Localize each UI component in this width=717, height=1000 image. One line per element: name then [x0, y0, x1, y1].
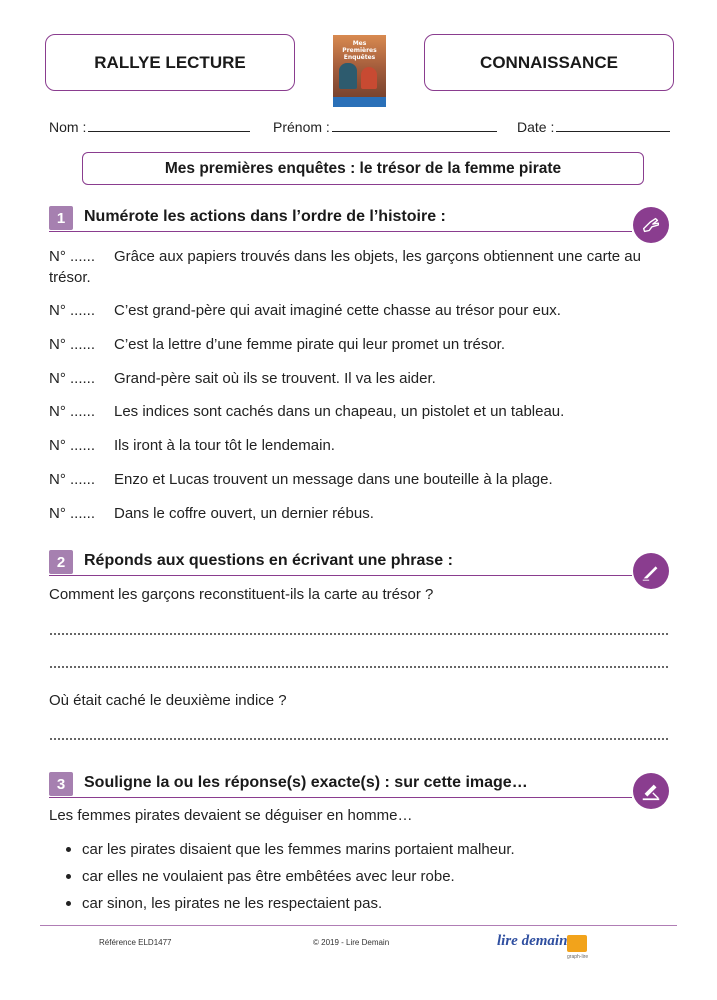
book-title-text: Mes premières enquêtes : le trésor de la femme pirate	[164, 159, 562, 177]
pen-writing-icon	[633, 553, 669, 589]
answer-line[interactable]	[49, 738, 669, 740]
date-label: Date :	[517, 119, 555, 135]
section-1-number: 1	[49, 206, 73, 230]
action-number-blank[interactable]: N° ......	[49, 403, 96, 420]
action-item-4	[49, 368, 669, 389]
action-item-5	[49, 401, 669, 422]
answer-option-text: car sinon, les pirates ne les respectaient pas.	[82, 895, 383, 912]
action-number-blank[interactable]: N° ......	[49, 336, 96, 353]
pencil-underline-icon	[633, 773, 669, 809]
section-3-header	[49, 772, 632, 798]
section-2-header	[49, 550, 632, 576]
prenom-underline[interactable]	[332, 120, 497, 132]
action-item-1	[49, 246, 669, 288]
action-text: Dans le coffre ouvert, un dernier rébus.	[114, 505, 374, 522]
date-underline[interactable]	[556, 120, 670, 132]
section-1-title: Numérote les actions dans l’ordre de l’histoire :	[84, 208, 446, 225]
answer-option-text: car les pirates disaient que les femmes marins portaient malheur.	[82, 841, 515, 858]
action-number-blank[interactable]: N° ......	[49, 248, 96, 265]
section-2-title: Réponds aux questions en écrivant une phrase :	[84, 552, 453, 569]
action-item-8	[49, 503, 669, 524]
book-logo-icon	[567, 935, 587, 952]
action-number-blank[interactable]: N° ......	[49, 471, 96, 488]
question-2: Où était caché le deuxième indice ?	[49, 692, 287, 709]
action-text: C’est la lettre d’une femme pirate qui leur promet un trésor.	[114, 336, 506, 353]
book-title	[82, 152, 644, 185]
action-text: C’est grand-père qui avait imaginé cette chasse au trésor pour eux.	[114, 302, 561, 319]
footer-divider	[40, 925, 677, 926]
hand-pointing-icon	[633, 207, 669, 243]
connaissance-box	[424, 34, 674, 91]
reference: Référence ELD1477	[99, 938, 172, 947]
section-1-header	[49, 206, 632, 232]
rallye-lecture-label: RALLYE LECTURE	[94, 52, 246, 72]
book-cover-image	[333, 35, 386, 107]
answer-option[interactable]	[66, 841, 515, 858]
answer-line[interactable]	[49, 666, 669, 668]
section-3-number: 3	[49, 772, 73, 796]
rallye-lecture-box	[45, 34, 295, 91]
logo-tagline: graph-lire	[567, 954, 589, 960]
question-1: Comment les garçons reconstituent-ils la carte au trésor ?	[49, 586, 434, 603]
bullet-icon	[66, 874, 71, 879]
answer-line[interactable]	[49, 633, 669, 635]
bullet-icon	[66, 847, 71, 852]
action-text: Les indices sont cachés dans un chapeau, un pistolet et un tableau.	[114, 403, 565, 420]
action-number-blank[interactable]: N° ......	[49, 437, 96, 454]
action-text: Grâce aux papiers trouvés dans les objets, les garçons obtiennent une carte au trésor.	[49, 248, 641, 286]
action-text: Ils iront à la tour tôt le lendemain.	[114, 437, 335, 454]
lire-demain-logo: lire demain	[497, 933, 568, 949]
action-item-3	[49, 334, 669, 355]
answer-option-text: car elles ne voulaient pas être embêtées avec leur robe.	[82, 868, 455, 885]
action-item-6	[49, 435, 669, 456]
section-3-title: Souligne la ou les réponse(s) exacte(s) : sur cette image…	[84, 774, 528, 791]
action-number-blank[interactable]: N° ......	[49, 370, 96, 387]
nom-underline[interactable]	[88, 120, 250, 132]
prenom-label: Prénom :	[273, 119, 330, 135]
copyright: © 2019 - Lire Demain	[313, 938, 390, 947]
connaissance-label: CONNAISSANCE	[480, 52, 618, 72]
action-item-2	[49, 300, 669, 321]
date-field[interactable]	[517, 119, 670, 135]
nom-label: Nom :	[49, 119, 87, 135]
nom-field[interactable]	[49, 119, 250, 135]
action-text: Grand-père sait où ils se trouvent. Il va les aider.	[114, 370, 436, 387]
action-item-7	[49, 469, 669, 490]
book-cover-title: Mes Premières Enquêtes	[342, 40, 377, 61]
action-number-blank[interactable]: N° ......	[49, 505, 96, 522]
section-2-number: 2	[49, 550, 73, 574]
action-number-blank[interactable]: N° ......	[49, 302, 96, 319]
action-text: Enzo et Lucas trouvent un message dans une bouteille à la plage.	[114, 471, 553, 488]
answer-option[interactable]	[66, 895, 382, 912]
prenom-field[interactable]	[273, 119, 497, 135]
bullet-icon	[66, 901, 71, 906]
answer-option[interactable]	[66, 868, 455, 885]
statement: Les femmes pirates devaient se déguiser en homme…	[49, 807, 413, 824]
